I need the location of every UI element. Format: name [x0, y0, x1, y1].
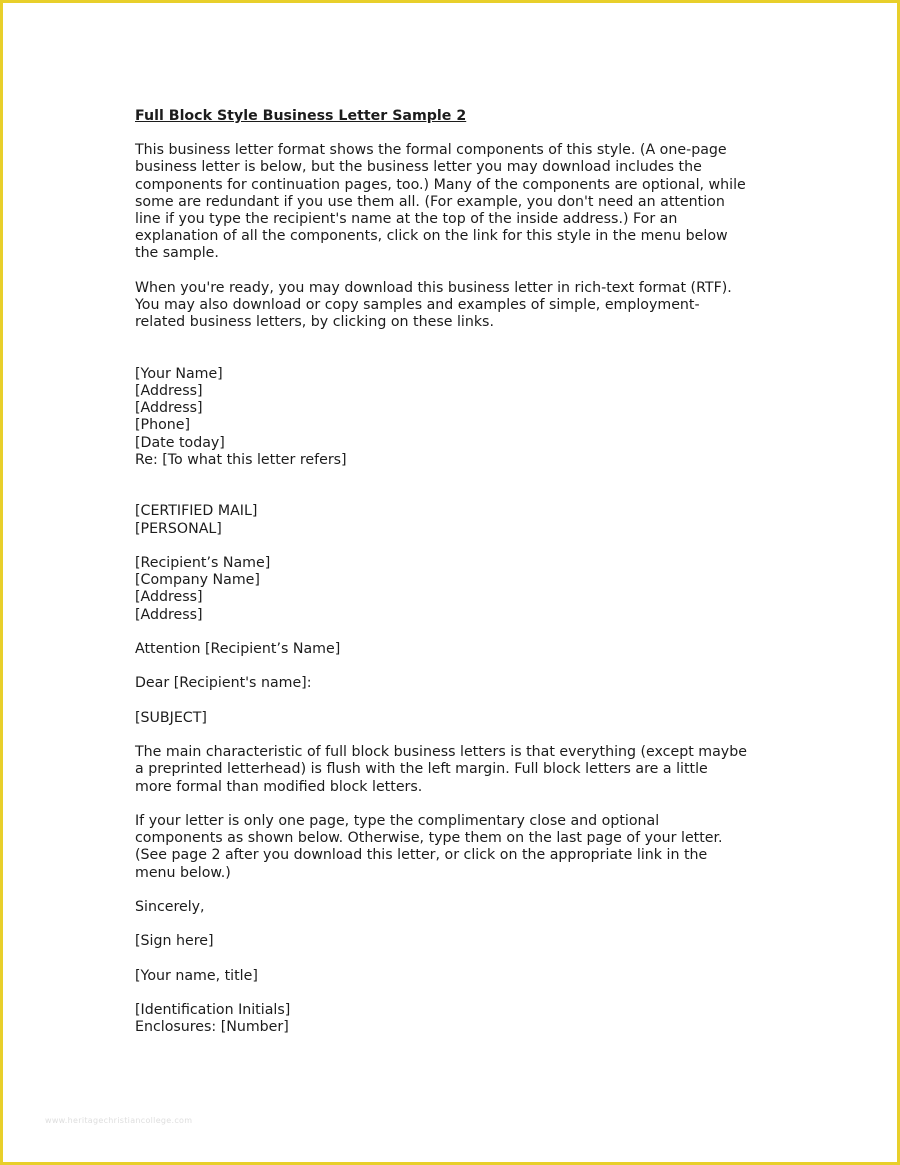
body-paragraph-1: The main characteristic of full block business letters is that everything (except maybe a preprinted letterhead) is flush with the left margin. Full block letters are a little more formal than modified block letters. — [135, 744, 747, 795]
document-title: Full Block Style Business Letter Sample 2 — [135, 108, 467, 124]
watermark: www.heritagechristiancollege.com — [45, 1116, 193, 1125]
letter-content — [135, 108, 795, 1037]
intro-paragraph: This business letter format shows the formal components of this style. (A one-page business letter is below, but the business letter you may download includes the components for continuation pages, too.) Many of the components are optional, while some are redundant if you use them all. (For example, you don't need an attention line if you type the recipient's name at the top of the inside address.) For an explanation of all the components, click on the link for this style in the menu below the sample. — [135, 142, 746, 262]
signature-placeholder: [Sign here] — [135, 933, 214, 950]
recipient-block: [Recipient’s Name] [Company Name] [Address] [Address] — [135, 555, 271, 623]
subject-line: [SUBJECT] — [135, 709, 207, 726]
closing-block: [Identification Initials] Enclosures: [Number] — [135, 1002, 291, 1036]
name-title: [Your name, title] — [135, 967, 258, 984]
body-paragraph-2: If your letter is only one page, type the complimentary close and optional components as shown below. Otherwise, type them on the last page of your letter. (See page 2 after you download this letter, or click on the appropriate link in the menu below.) — [135, 812, 723, 881]
attention-line: Attention [Recipient’s Name] — [135, 641, 341, 658]
complimentary-close: Sincerely, — [135, 898, 205, 915]
download-paragraph: When you're ready, you may download this business letter in rich-text format (RTF). You may also download or copy samples and examples of simple, employment- related business letters, by clicking on these links. — [135, 279, 732, 331]
mail-notations: [CERTIFIED MAIL] [PERSONAL] — [135, 503, 258, 537]
sender-block: [Your Name] [Address] [Address] [Phone] [Date today] Re: [To what this letter refers] — [135, 365, 347, 468]
salutation: Dear [Recipient's name]: — [135, 675, 312, 692]
